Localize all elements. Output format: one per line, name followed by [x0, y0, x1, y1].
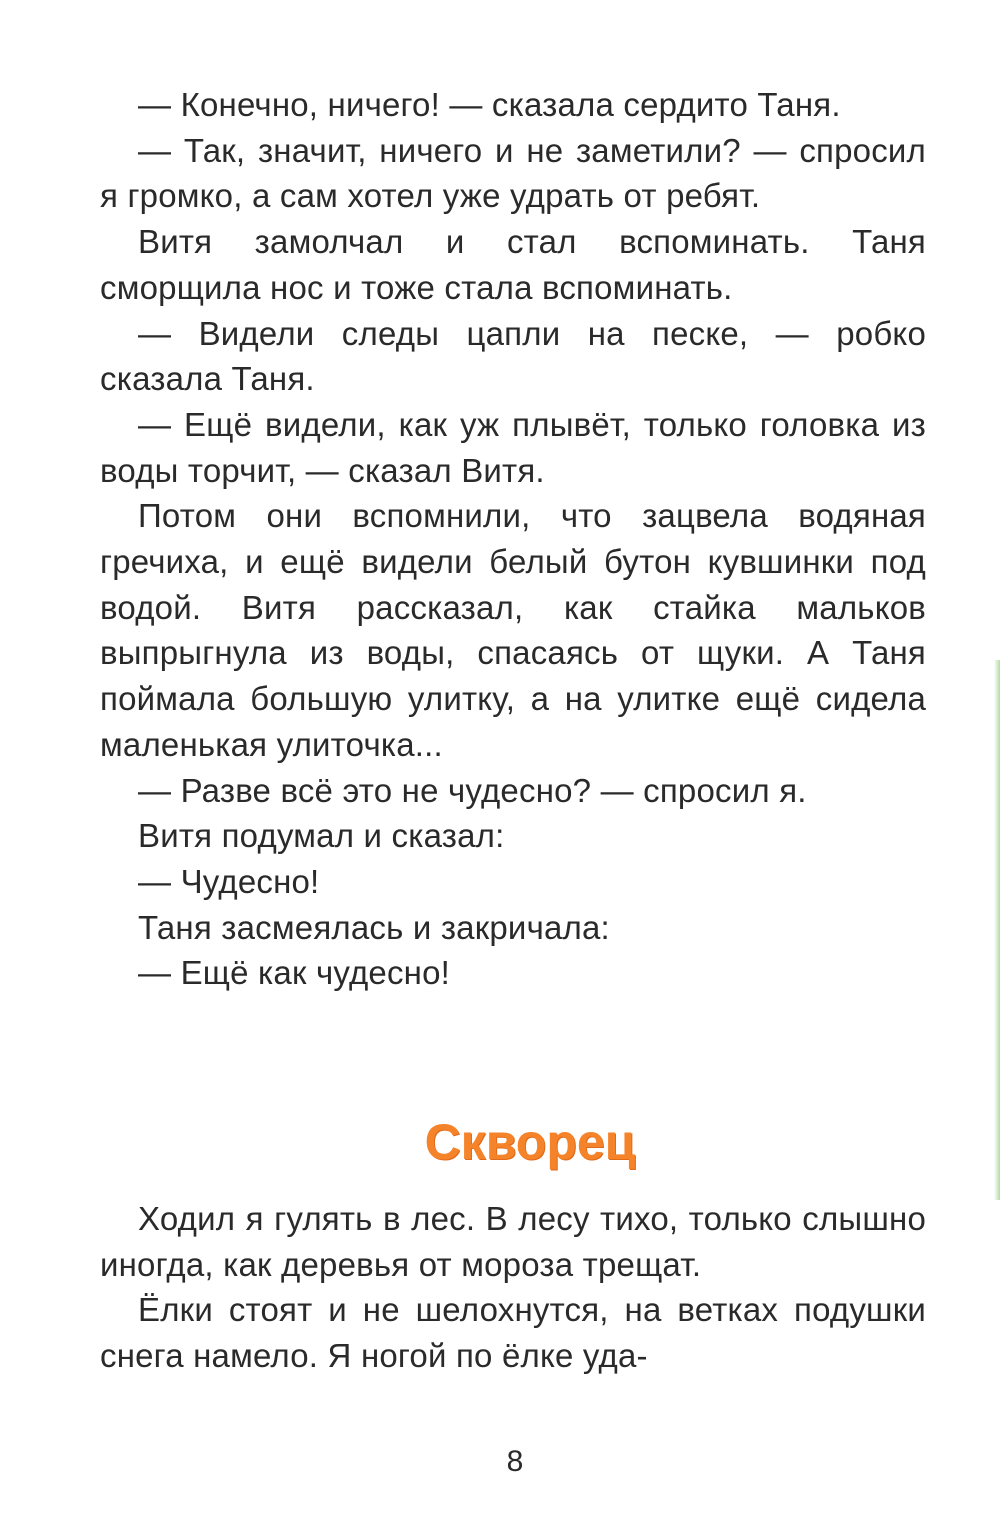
- story-title: Скворец: [424, 1114, 636, 1170]
- paragraph: — Чудесно!: [138, 862, 320, 900]
- paragraph: Потом они вспомнили, что зацвела водяная гречиха, и ещё видели белый бутон кувшинки под водой. Витя рассказал, как стайка мальков выпрыгнула из воды, спасаясь от щуки. А Таня поймала большую улитку, а на улитке ещё сидела маленькая улиточка...: [100, 497, 926, 763]
- paragraph: Витя замолчал и стал вспоминать. Таня сморщила нос и тоже стала вспоминать.: [100, 223, 926, 306]
- paragraph: — Разве всё это не чудесно? — спросил я.: [138, 771, 807, 809]
- paragraph: Ёлки стоят и не шелохнутся, на ветках подушки снега намело. Я ногой по ёлке уда-: [100, 1291, 926, 1375]
- paragraph: Таня засмеялась и закричала:: [138, 908, 610, 946]
- paragraph: — Ещё видели, как уж плывёт, только головка из воды торчит, — сказал Витя.: [100, 405, 926, 489]
- paragraph: — Конечно, ничего! — сказала сердито Таня.: [138, 86, 841, 123]
- paragraph: Витя подумал и сказал:: [138, 817, 505, 855]
- paragraph: — Ещё как чудесно!: [138, 954, 451, 992]
- story-text-skvorets: [100, 1196, 926, 1379]
- paragraph: — Видели следы цапли на песке, — робко сказала Таня.: [100, 314, 926, 398]
- story-text-previous: [100, 82, 926, 996]
- paragraph: — Так, значит, ничего и не заметили? — спросил я громко, а сам хотел уже удрать от ребят.: [100, 131, 926, 215]
- page-number: 8: [506, 1445, 524, 1478]
- paragraph: Ходил я гулять в лес. В лесу тихо, только слышно иногда, как деревья от мороза трещат.: [100, 1200, 926, 1283]
